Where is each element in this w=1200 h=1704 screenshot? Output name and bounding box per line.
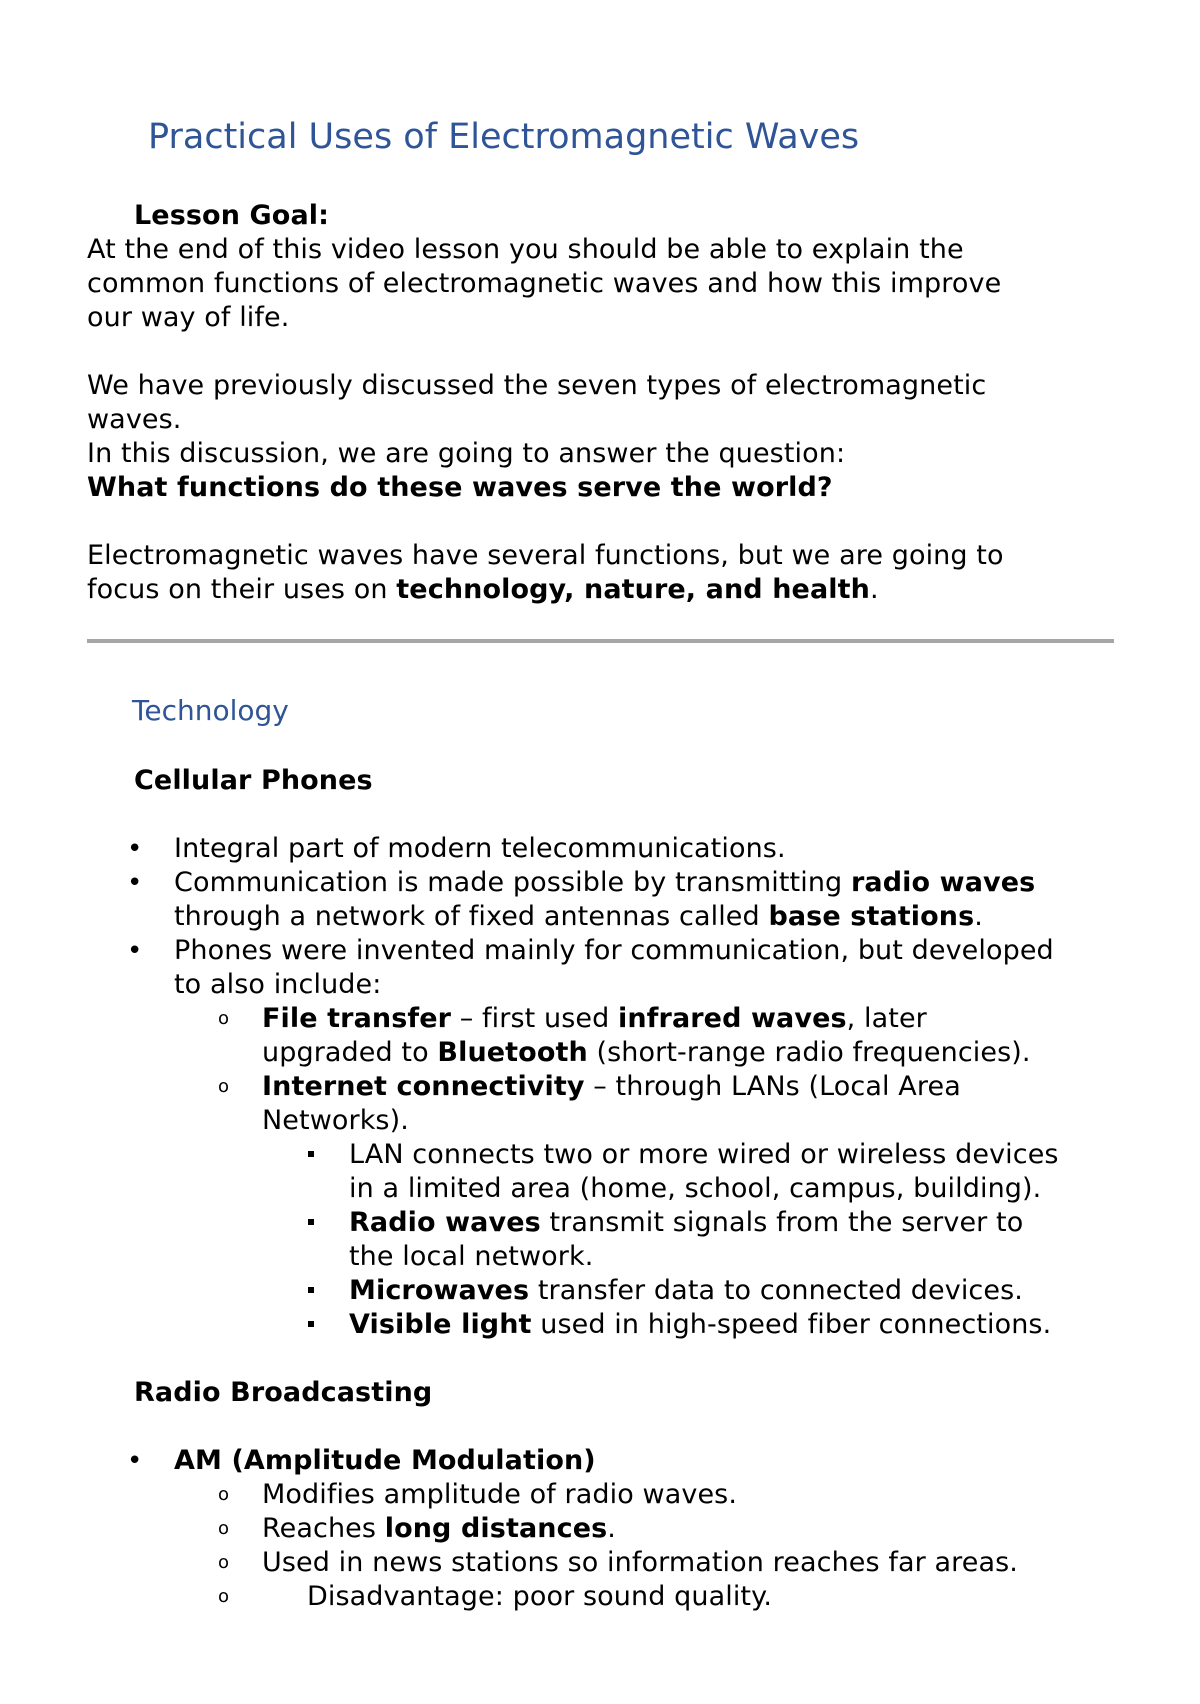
sub-list-item: [262, 1070, 961, 1104]
sub-sub-list-item-continued: the local network.: [349, 1241, 594, 1272]
bullet-icon: •: [127, 868, 143, 898]
circle-bullet-icon: o: [218, 1484, 230, 1505]
square-bullet-icon: [308, 1219, 314, 1225]
intro-emphasis: technology, nature, and health: [396, 574, 870, 605]
sub-list-item: Modifies amplitude of radio waves.: [262, 1479, 738, 1510]
square-bullet-icon: [308, 1287, 314, 1293]
horizontal-divider: [87, 639, 1114, 643]
list-item-emphasis: base stations: [768, 901, 975, 932]
list-item-continued: to also include:: [174, 969, 382, 1000]
intro-question: What functions do these waves serve the world?: [87, 472, 833, 503]
subheading-radio-broadcasting: Radio Broadcasting: [134, 1377, 433, 1408]
sub-list-item-emphasis: long distances: [384, 1513, 608, 1544]
sub-list-item-text: .: [607, 1513, 616, 1544]
sub-list-item-text: Reaches: [262, 1513, 385, 1544]
square-bullet-icon: [308, 1321, 314, 1327]
sub-list-item: [262, 1002, 927, 1036]
sub-list-item-text: upgraded to: [262, 1037, 438, 1068]
list-item-text: through a network of fixed antennas called: [174, 901, 769, 932]
list-item-text: .: [974, 901, 983, 932]
bullet-icon: •: [127, 834, 143, 864]
sub-sub-list-item-text: used in high-speed fiber connections.: [531, 1309, 1052, 1340]
sub-list-item-text: , later: [846, 1003, 927, 1034]
intro-line: We have previously discussed the seven types of electromagnetic: [87, 370, 987, 401]
sub-sub-list-item-text: transmit signals from the server to: [540, 1207, 1024, 1238]
bullet-icon: •: [127, 936, 143, 966]
lesson-goal-line: At the end of this video lesson you should be able to explain the: [87, 234, 964, 265]
sub-list-item-continued: Networks).: [262, 1105, 409, 1136]
circle-bullet-icon: o: [218, 1008, 230, 1029]
sub-list-item-text: – through LANs (Local Area: [584, 1071, 961, 1102]
sub-list-item-text: – first used: [451, 1003, 618, 1034]
list-item: Integral part of modern telecommunications.: [174, 833, 786, 864]
page-title: Practical Uses of Electromagnetic Waves: [148, 117, 860, 157]
intro-text: .: [869, 574, 879, 605]
list-item-text: Communication is made possible by transmitting: [174, 867, 851, 898]
square-bullet-icon: [308, 1151, 314, 1157]
intro-line: In this discussion, we are going to answer the question:: [87, 438, 846, 469]
section-heading-technology: Technology: [132, 694, 289, 727]
intro-text: focus on their uses on: [87, 574, 397, 605]
intro-line: Electromagnetic waves have several functions, but we are going to: [87, 540, 1004, 571]
list-item: AM (Amplitude Modulation): [174, 1445, 596, 1476]
sub-sub-list-item-emphasis: Visible light: [349, 1309, 532, 1340]
sub-sub-list-item-emphasis: Radio waves: [349, 1207, 541, 1238]
subheading-cellular-phones: Cellular Phones: [134, 765, 373, 796]
sub-list-item: Disadvantage: poor sound quality.: [307, 1581, 773, 1612]
lesson-goal-label: Lesson Goal:: [134, 200, 330, 231]
sub-sub-list-item: [349, 1206, 1023, 1240]
sub-sub-list-item: [349, 1274, 1023, 1308]
sub-list-item-emphasis: File transfer: [262, 1003, 452, 1034]
list-item-emphasis: radio waves: [850, 867, 1036, 898]
sub-sub-list-item: [349, 1308, 1051, 1342]
circle-bullet-icon: o: [218, 1586, 230, 1607]
sub-list-item: [262, 1512, 616, 1546]
sub-list-item-continued: [262, 1036, 1031, 1070]
sub-list-item-emphasis: Bluetooth: [437, 1037, 588, 1068]
circle-bullet-icon: o: [218, 1076, 230, 1097]
sub-sub-list-item-continued: in a limited area (home, school, campus, building).: [349, 1173, 1042, 1204]
intro-line: waves.: [87, 404, 182, 435]
list-item: [174, 866, 1035, 900]
sub-list-item-text: (short-range radio frequencies).: [587, 1037, 1031, 1068]
bullet-icon: •: [127, 1446, 143, 1476]
list-item: Phones were invented mainly for communication, but developed: [174, 935, 1054, 966]
circle-bullet-icon: o: [218, 1552, 230, 1573]
sub-sub-list-item-emphasis: Microwaves: [349, 1275, 530, 1306]
circle-bullet-icon: o: [218, 1518, 230, 1539]
sub-list-item-emphasis: infrared waves: [618, 1003, 847, 1034]
sub-list-item: Used in news stations so information reaches far areas.: [262, 1547, 1018, 1578]
sub-sub-list-item: LAN connects two or more wired or wireless devices: [349, 1139, 1059, 1170]
sub-sub-list-item-text: transfer data to connected devices.: [529, 1275, 1023, 1306]
lesson-goal-line: our way of life.: [87, 302, 290, 333]
intro-line: [87, 573, 879, 607]
lesson-goal-line: common functions of electromagnetic waves and how this improve: [87, 268, 1002, 299]
sub-list-item-emphasis: Internet connectivity: [262, 1071, 585, 1102]
list-item-continued: [174, 900, 983, 934]
